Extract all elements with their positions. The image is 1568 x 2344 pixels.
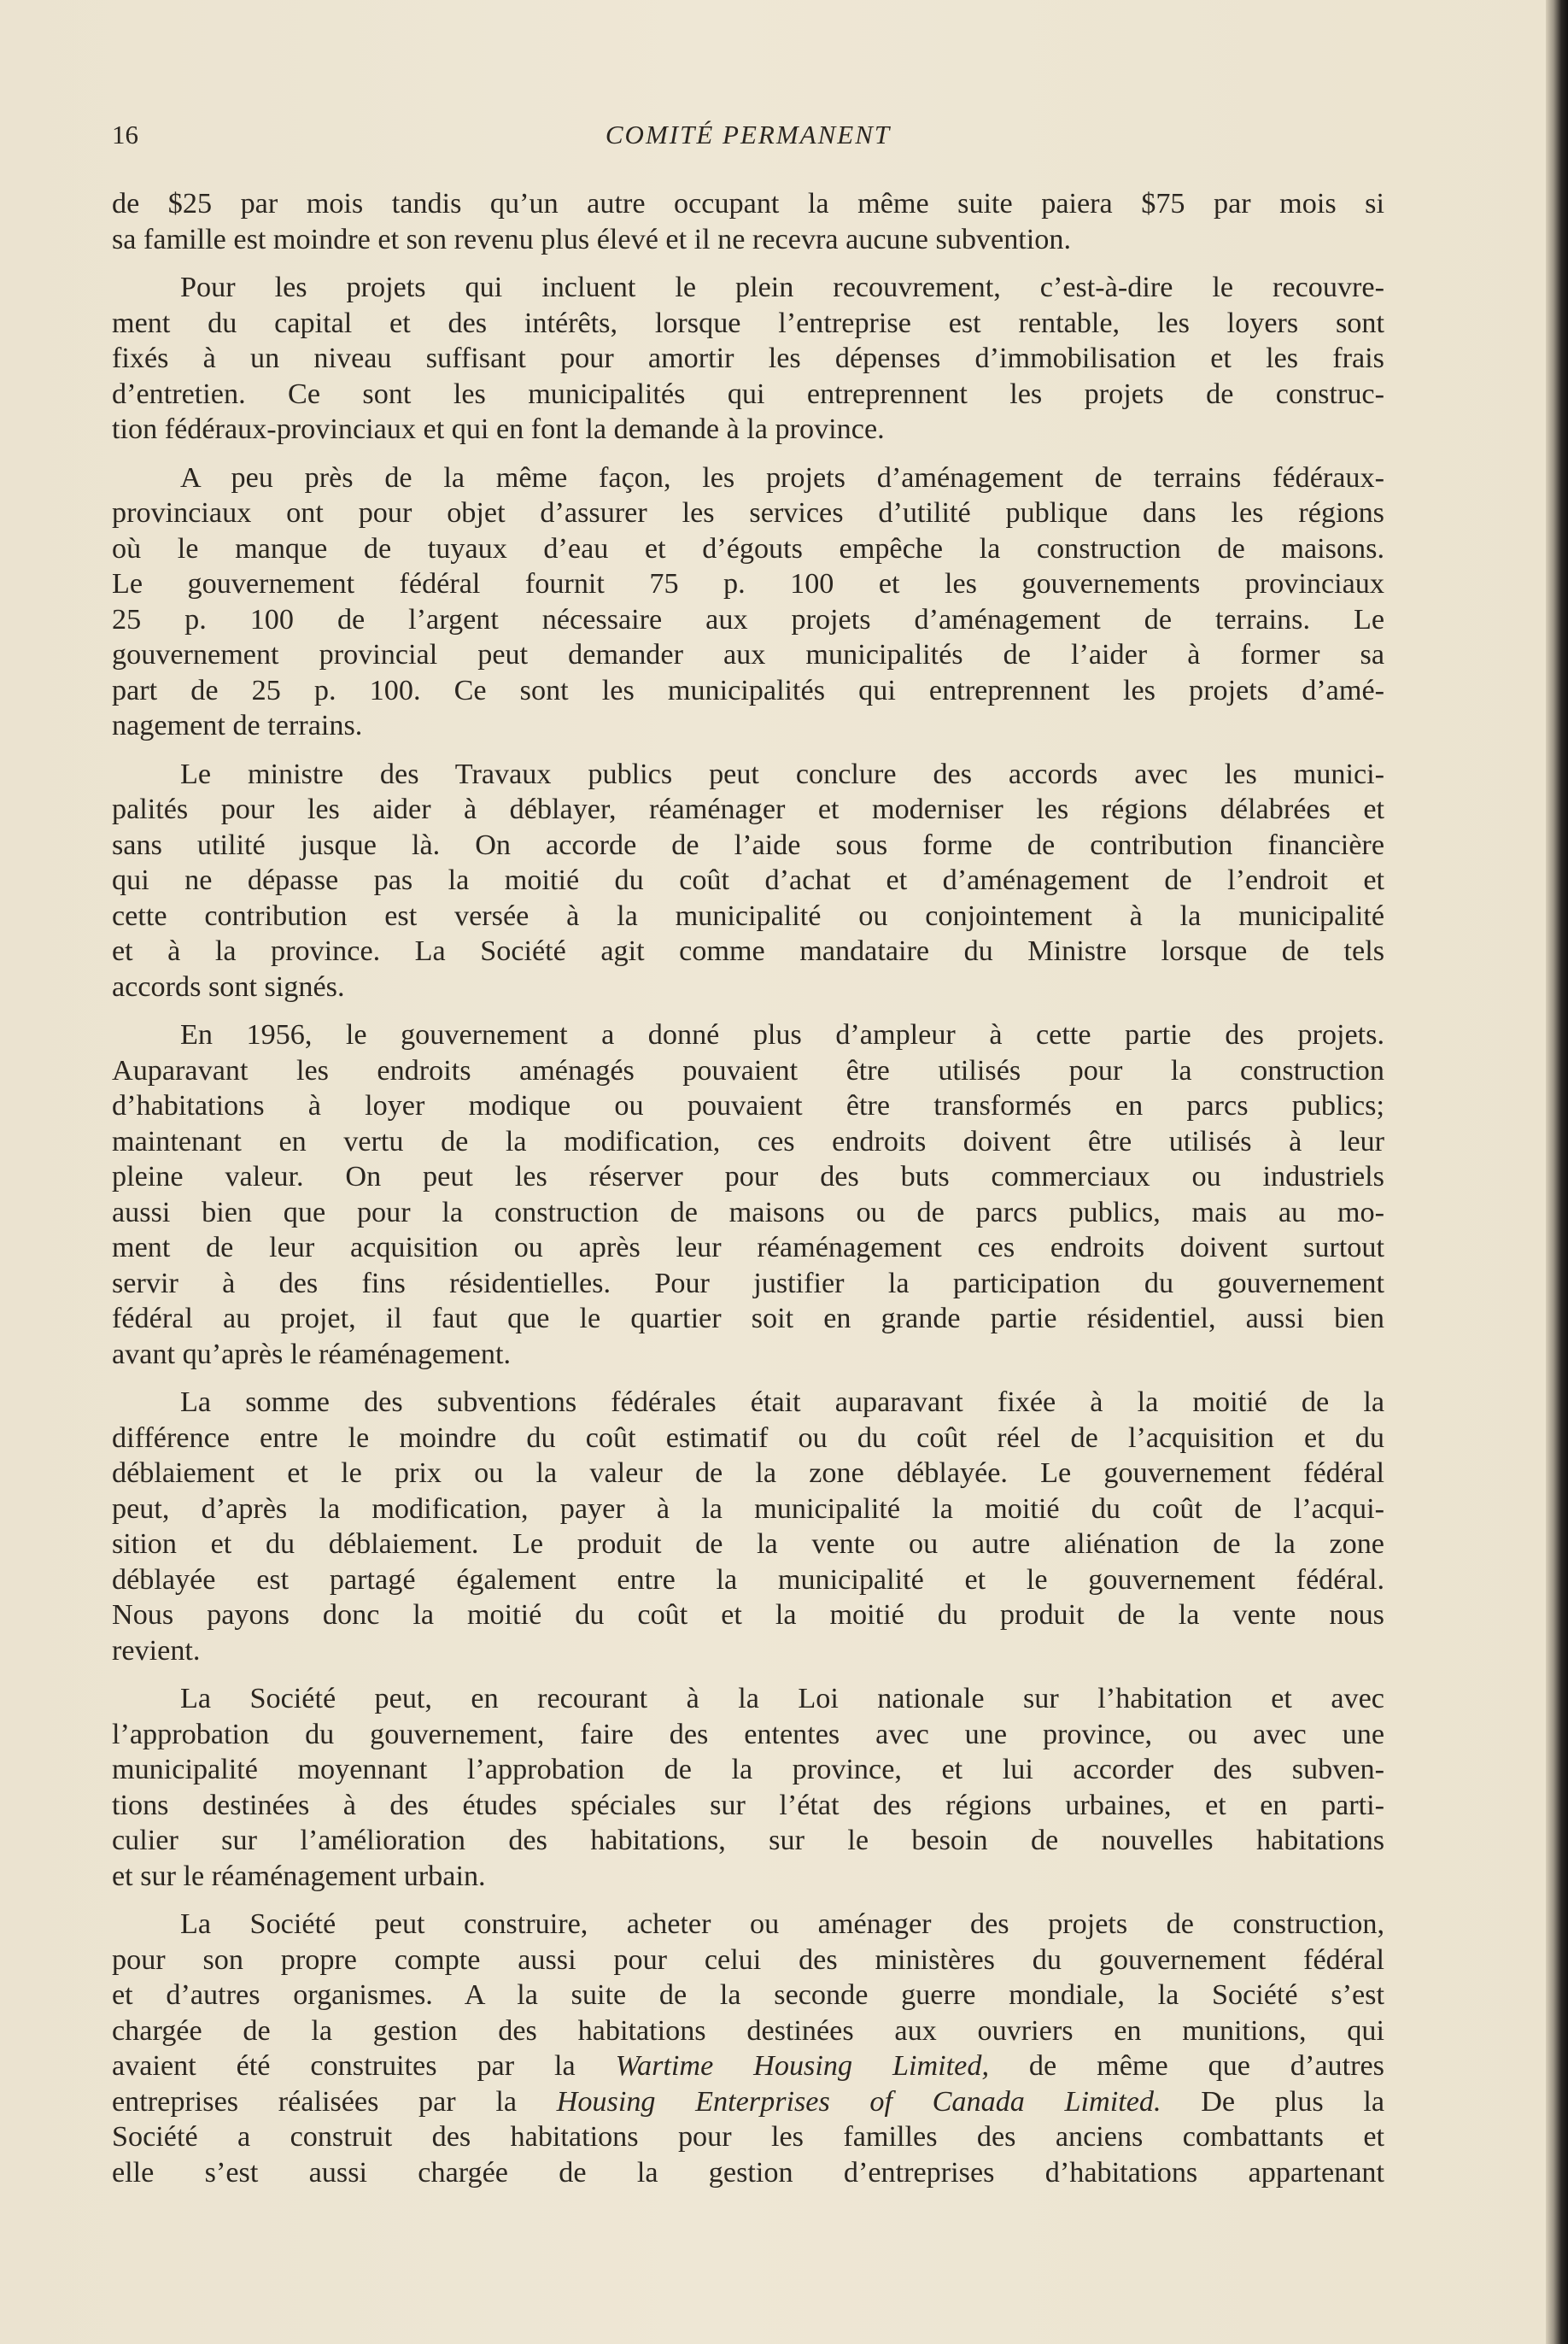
text-line: et d’autres organismes. A la suite de la seconde guerre mondiale, la Société s’est: [112, 1979, 1384, 2011]
text-line: Le gouvernement fédéral fournit 75 p. 100 et les gouvernements provinciaux: [112, 568, 1384, 600]
text-line: gouvernement provincial peut demander aux municipalités de l’aider à former sa: [112, 639, 1384, 671]
running-title: COMITÉ PERMANENT: [605, 120, 892, 149]
paragraph: [112, 460, 1384, 744]
text-line: La Société peut construire, acheter ou aménager des projets de construction,: [180, 1908, 1384, 1940]
text-line: A peu près de la même façon, les projets d’aménagement de terrains fédéraux-: [180, 461, 1384, 494]
text-line: cette contribution est versée à la municipalité ou conjointement à la municipalité: [112, 900, 1384, 932]
text-line: sans utilité jusque là. On accorde de l’aide sous forme de contribution financière: [112, 829, 1384, 861]
text-line: de $25 par mois tandis qu’un autre occupant la même suite paiera $75 par mois si: [112, 188, 1384, 220]
text-line: peut, d’après la modification, payer à la municipalité la moitié du coût de l’acqui-: [112, 1492, 1384, 1525]
text-line: [112, 2048, 1384, 2084]
text-line: maintenant en vertu de la modification, ces endroits doivent être utilisés à leur: [112, 1125, 1384, 1157]
text-line: 25 p. 100 de l’argent nécessaire aux projets d’aménagement de terrains. Le: [112, 603, 1384, 636]
text-segment: de même que d’autres: [989, 2050, 1384, 2082]
text-line: La somme des subventions fédérales était auparavant fixée à la moitié de la: [180, 1386, 1384, 1418]
text-line: et sur le réaménagement urbain.: [112, 1860, 486, 1892]
text-line: tion fédéraux-provinciaux et qui en font la demande à la province.: [112, 413, 885, 445]
text-line: En 1956, le gouvernement a donné plus d’ampleur à cette partie des projets.: [180, 1019, 1384, 1051]
text-line: et à la province. La Société agit comme mandataire du Ministre lorsque de tels: [112, 935, 1384, 967]
text-line: palités pour les aider à déblayer, réaménager et moderniser les régions délabrées et: [112, 794, 1384, 825]
paragraph: [112, 186, 1384, 257]
text-line: ment de leur acquisition ou après leur réaménagement ces endroits doivent surtout: [112, 1232, 1384, 1263]
text-line: l’approbation du gouvernement, faire des ententes avec une province, ou avec une: [112, 1718, 1384, 1750]
text-line: tions destinées à des études spéciales sur l’état des régions urbaines, et en parti-: [112, 1789, 1384, 1821]
text-line: pour son propre compte aussi pour celui des ministères du gouvernement fédéral: [112, 1943, 1384, 1976]
text-line: Pour les projets qui incluent le plein recouvrement, c’est-à-dire le recouvre-: [180, 272, 1384, 303]
text-line: Nous payons donc la moitié du coût et la moitié du produit de la vente nous: [112, 1599, 1384, 1631]
text-line: qui ne dépasse pas la moitié du coût d’achat et d’aménagement de l’endroit et: [112, 864, 1384, 896]
text-line: pleine valeur. On peut les réserver pour des buts commerciaux ou industriels: [112, 1161, 1384, 1193]
text-line: culier sur l’amélioration des habitations, sur le besoin de nouvelles habitations: [112, 1825, 1384, 1856]
text-line: chargée de la gestion des habitations destinées aux ouvriers en munitions, qui: [112, 2014, 1384, 2047]
text-line: fixés à un niveau suffisant pour amortir les dépenses d’immobilisation et les frais: [112, 343, 1384, 374]
text-segment: entreprises réalisées par la: [112, 2085, 557, 2118]
paragraph: [112, 270, 1384, 448]
text-line: Société a construit des habitations pour les familles des anciens combattants et: [112, 2121, 1384, 2153]
text-line: nagement de terrains.: [112, 710, 363, 741]
text-line: où le manque de tuyaux d’eau et d’égouts empêche la construction de maisons.: [112, 532, 1384, 565]
text-line: d’habitations à loyer modique ou pouvaient être transformés en parcs publics;: [112, 1090, 1384, 1122]
italic-company-name: Housing Enterprises of Canada Limited.: [556, 2085, 1161, 2118]
page-header: [112, 120, 1384, 157]
text-line: différence entre le moindre du coût estimatif ou du coût réel de l’acquisition et du: [112, 1421, 1384, 1454]
italic-company-name: Wartime Housing Limited,: [615, 2050, 989, 2082]
text-line: part de 25 p. 100. Ce sont les municipalités qui entreprennent les projets d’amé-: [112, 674, 1384, 706]
paragraph: [112, 1681, 1384, 1894]
paragraph: [112, 1017, 1384, 1372]
text-line: déblaiement et le prix ou la valeur de la zone déblayée. Le gouvernement fédéral: [112, 1457, 1384, 1489]
text-line: La Société peut, en recourant à la Loi nationale sur l’habitation et avec: [180, 1683, 1384, 1714]
text-segment: De plus la: [1161, 2085, 1384, 2118]
text-line: aussi bien que pour la construction de maisons ou de parcs publics, mais au mo-: [112, 1196, 1384, 1228]
text-line: sition et du déblaiement. Le produit de la vente ou autre aliénation de la zone: [112, 1528, 1384, 1560]
text-line: provinciaux ont pour objet d’assurer les services d’utilité publique dans les régions: [112, 497, 1384, 529]
book-spine-shadow: [1546, 0, 1568, 2344]
text-line: fédéral au projet, il faut que le quartier soit en grande partie résidentiel, aussi bien: [112, 1303, 1384, 1334]
paragraph: [112, 1907, 1384, 2190]
text-segment: avaient été construites par la: [112, 2050, 616, 2082]
text-line: ment du capital et des intérêts, lorsque l’entreprise est rentable, les loyers sont: [112, 307, 1384, 339]
body-text: [112, 186, 1384, 2203]
paragraph: [112, 1385, 1384, 1668]
text-line: avant qu’après le réaménagement.: [112, 1338, 511, 1370]
text-line: municipalité moyennant l’approbation de la province, et lui accorder des subven-: [112, 1754, 1384, 1785]
text-line: accords sont signés.: [112, 970, 345, 1003]
text-line: [112, 2084, 1384, 2120]
text-line: revient.: [112, 1634, 201, 1667]
text-line: d’entretien. Ce sont les municipalités qui entreprennent les projets de construc-: [112, 378, 1384, 410]
text-line: déblayée est partagé également entre la municipalité et le gouvernement fédéral.: [112, 1563, 1384, 1596]
text-line: sa famille est moindre et son revenu plus élevé et il ne recevra aucune subvention.: [112, 223, 1072, 255]
text-line: elle s’est aussi chargée de la gestion d’entreprises d’habitations appartenant: [112, 2156, 1384, 2189]
page-number: 16: [112, 120, 138, 149]
text-line: Auparavant les endroits aménagés pouvaient être utilisés pour la construction: [112, 1054, 1384, 1087]
paragraph: [112, 757, 1384, 1005]
text-line: Le ministre des Travaux publics peut conclure des accords avec les munici-: [180, 758, 1384, 790]
text-line: servir à des fins résidentielles. Pour justifier la participation du gouvernement: [112, 1267, 1384, 1299]
